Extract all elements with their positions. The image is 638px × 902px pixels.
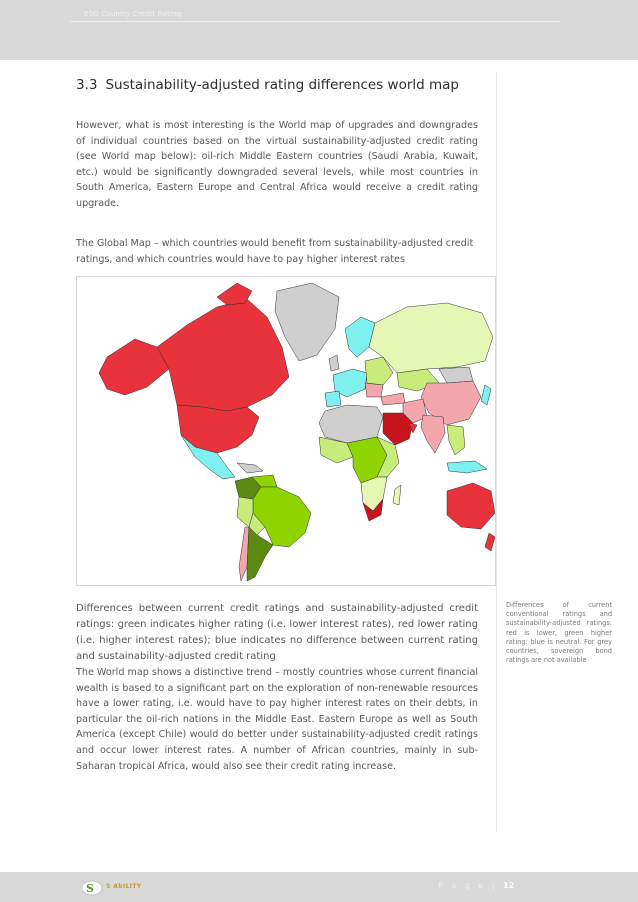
svg-text:S: S [86, 882, 94, 895]
map-region-australia [447, 483, 495, 529]
map-region-canada [157, 299, 289, 411]
map-region-new-zealand [485, 533, 495, 551]
map-region-india [421, 415, 445, 453]
section-number: 3.3 [76, 77, 98, 93]
map-region-madagascar [393, 485, 401, 505]
world-map [76, 276, 496, 586]
intro-paragraph: However, what is most interesting is the World map of upgrades and downgrades of individual countries based on the virtual sustainability-adjusted credit rating (see World map below): oil-rich Middle Eastern countries (Saudi Arabia, Kuwait, etc.) would be significantly downgraded several levels, while most countries in South America, Eastern Europe and Central Africa would receive a credit rating upgrade. [76, 120, 478, 209]
document-title: ESG Country Credit Rating [84, 10, 182, 18]
section-title: Sustainability-adjusted rating differences world map [105, 77, 460, 93]
analysis-paragraph: The World map shows a distinctive trend – mostly countries whose current financial wealth is based to a significant part on the exploration of non-renewable resources have a lower rating, i.e. would have to pay higher interest rates on their debts, in particular the oil-rich nations in the Middle East. Eastern Europe as well as South America (except Chile) would do better under sustainability-adjusted credit ratings and occur lower interest rates. A number of African countries, mainly in sub-Saharan tropical Africa, would also see their credit rating increase. [76, 667, 478, 772]
page-header [0, 0, 638, 60]
margin-divider [496, 72, 497, 832]
map-legend-paragraph: Differences between current credit ratings and sustainability-adjusted credit ratings: green indicates higher rating (i.e. lower interest rates), red lower rating (i.e. higher interest rates); blue indicates no difference between current rating and sustainability-adjusted credit rating [76, 603, 478, 662]
map-region-japan [481, 385, 491, 405]
page-number-value: 12 [503, 881, 515, 890]
map-region-iberia [325, 391, 341, 407]
section-heading [76, 77, 496, 93]
map-region-greenland [275, 283, 339, 361]
page-number [438, 881, 514, 890]
map-region-indonesia [447, 461, 487, 473]
logo-wordmark: S AbILITY [106, 883, 142, 890]
page-footer [0, 872, 638, 902]
margin-note: Differences of current conventional ratings and sustainability-adjusted ratings: red is lower, green higher rating; blue is neutral. For grey countries, sovereign bond ratings are not available [506, 601, 612, 665]
page-label: P a g e [438, 881, 487, 890]
map-caption: The Global Map – which countries would benefit from sustainability-adjusted credit ratings, and which countries would have to pay higher interest rates [76, 238, 474, 265]
map-region-uk [329, 355, 339, 371]
map-region-balkans [365, 383, 383, 397]
map-region-north-africa [319, 405, 383, 443]
map-region-scandinavia [345, 317, 375, 357]
map-region-mongolia [439, 367, 473, 383]
map-region-russia [369, 303, 493, 373]
header-rule [70, 21, 560, 22]
map-region-caribbean [237, 463, 263, 473]
map-region-turkey [381, 393, 405, 405]
page-separator: | [491, 881, 498, 890]
map-region-southeast-asia [447, 425, 465, 455]
